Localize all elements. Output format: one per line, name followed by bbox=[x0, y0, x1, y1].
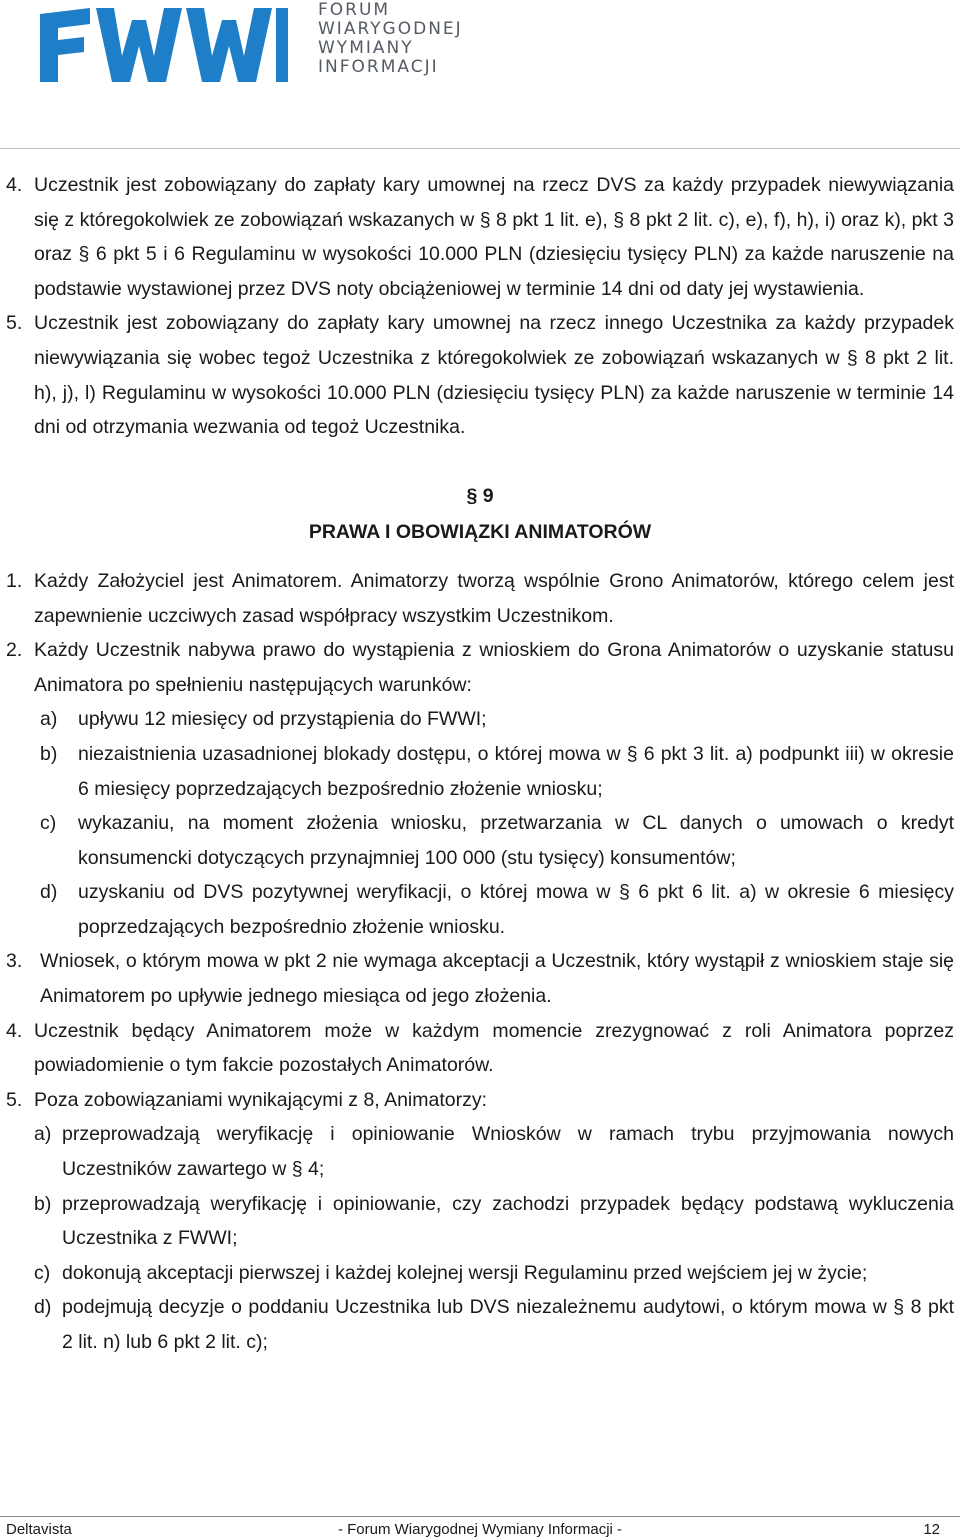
item-text: Uczestnik będący Animatorem może w każdym momencie zrezygnować z roli Animatora poprzez powiadomienie o tym fakcie pozostałych Animatorów. bbox=[34, 1019, 954, 1077]
subitem-2a bbox=[0, 702, 960, 737]
footer-title: - Forum Wiarygodnej Wymiany Informacji - bbox=[337, 1521, 623, 1538]
document-body bbox=[0, 168, 960, 1360]
item-text: Każdy Założyciel jest Animatorem. Animatorzy tworzą wspólnie Grono Animatorów, którego celem jest zapewnienie uczciwych zasad współpracy wszystkim Uczestnikom. bbox=[34, 569, 954, 627]
item-number: 5. bbox=[6, 1088, 23, 1111]
section-number: § 9 bbox=[466, 484, 494, 507]
logo-line: INFORMACJI bbox=[318, 57, 439, 77]
item-text: Poza zobowiązaniami wynikającymi z 8, Animatorzy: bbox=[34, 1088, 488, 1111]
logo-line: FORUM bbox=[318, 0, 391, 20]
paragraph-5 bbox=[0, 306, 960, 444]
subitem-letter: d) bbox=[34, 1296, 52, 1319]
paragraph-4 bbox=[0, 168, 960, 306]
paragraph-text: Uczestnik jest zobowiązany do zapłaty kary umownej na rzecz DVS za każdy przypadek niewywiązania się z któregokolwiek ze zobowiązań wskazanych w § 8 pkt 1 lit. e), § 8 pkt 2 lit. c), e), f), h), i) oraz k), pkt 3 oraz § 6 pkt 5 i 6 Regulaminu w wysokości 10.000 PLN (dziesięciu tysięcy PLN) za każde naruszenie na podstawie wystawionej przez DVS noty obciążeniowej w terminie 14 dni od daty jej wystawienia. bbox=[34, 174, 954, 300]
item-3 bbox=[0, 944, 960, 1013]
subitem-text: uzyskaniu od DVS pozytywnej weryfikacji, o której mowa w § 6 pkt 6 lit. a) w okresie 6 miesięcy poprzedzających bezpośrednio złożenie wniosku. bbox=[78, 881, 954, 938]
footer-company: Deltavista bbox=[6, 1521, 72, 1538]
paragraph-text: Uczestnik jest zobowiązany do zapłaty kary umownej na rzecz innego Uczestnika za każdy przypadek niewywiązania się wobec tegoż Uczestnika z któregokolwiek ze zobowiązań wskazanych w § 8 pkt 2 lit. h), j), l) Regulaminu w wysokości 10.000 PLN (dziesięciu tysięcy PLN) za każde naruszenie w terminie 14 dni od otrzymania wezwania od tegoż Uczestnika. bbox=[34, 312, 954, 439]
subitem-letter: b) bbox=[34, 1192, 52, 1215]
subitem-letter: a) bbox=[34, 1123, 52, 1146]
subitem-letter: c) bbox=[34, 1261, 51, 1284]
subitem-text: upływu 12 miesięcy od przystąpienia do FWWI; bbox=[78, 708, 487, 731]
item-4 bbox=[0, 1014, 960, 1083]
subitem-text: wykazaniu, na moment złożenia wniosku, przetwarzania w CL danych o umowach o kredyt konsumencki dotyczących przynajmniej 100 000 (stu tysięcy) konsumentów; bbox=[78, 812, 954, 869]
item-1 bbox=[0, 564, 960, 633]
subitem-text: niezaistnienia uzasadnionej blokady dostępu, o której mowa w § 6 pkt 3 lit. a) podpunkt iii) w okresie 6 miesięcy poprzedzających bezpośrednio złożenie wniosku; bbox=[78, 742, 954, 800]
header-divider bbox=[0, 148, 960, 149]
item-2 bbox=[0, 633, 960, 702]
subitem-letter: b) bbox=[40, 742, 58, 765]
item-text: Wniosek, o którym mowa w pkt 2 nie wymaga akceptacji a Uczestnik, który wystąpił z wnioskiem staje się Animatorem po upływie jednego miesiąca od jego złożenia. bbox=[40, 950, 954, 1008]
subitem-text: podejmują decyzje o poddaniu Uczestnika lub DVS niezależnemu audytowi, o którym mowa w § 8 pkt 2 lit. n) lub 6 pkt 2 lit. c); bbox=[62, 1296, 954, 1353]
item-number: 3. bbox=[6, 950, 23, 973]
subitem-text: dokonują akceptacji pierwszej i każdej kolejnej wersji Regulaminu przed wejściem jej w życie; bbox=[62, 1261, 868, 1284]
logo-wordmark bbox=[318, 0, 463, 76]
subitem-letter: d) bbox=[40, 881, 58, 904]
item-text: Każdy Uczestnik nabywa prawo do wystąpienia z wnioskiem do Grona Animatorów o uzyskanie statusu Animatora po spełnieniu następujących warunków: bbox=[34, 639, 954, 696]
subitem-5b bbox=[0, 1187, 960, 1256]
footer-divider bbox=[0, 1516, 960, 1517]
subitem-text: przeprowadzają weryfikację i opiniowanie Wniosków w ramach trybu przyjmowania nowych Uczestników zawartego w § 4; bbox=[62, 1123, 954, 1181]
subitem-2b bbox=[0, 737, 960, 806]
fwwi-logo bbox=[30, 0, 463, 90]
section-heading: PRAWA I OBOWIĄZKI ANIMATORÓW bbox=[308, 521, 652, 544]
item-number: 4. bbox=[6, 1019, 23, 1042]
page-number: 12 bbox=[923, 1521, 940, 1538]
subitem-5c bbox=[0, 1256, 960, 1291]
item-number: 1. bbox=[6, 569, 23, 592]
subitem-letter: a) bbox=[40, 708, 58, 731]
paragraph-number: 4. bbox=[6, 174, 23, 196]
subitem-5d bbox=[0, 1290, 960, 1359]
subitem-2d bbox=[0, 875, 960, 944]
paragraph-number: 5. bbox=[6, 312, 23, 335]
page-footer bbox=[0, 1520, 960, 1540]
subitem-text: przeprowadzają weryfikację i opiniowanie, czy zachodzi przypadek będący podstawą wykluczenia Uczestnika z FWWI; bbox=[62, 1192, 954, 1250]
fwwi-logo-mark bbox=[30, 0, 290, 90]
subitem-2c bbox=[0, 806, 960, 875]
item-number: 2. bbox=[6, 639, 23, 662]
item-5 bbox=[0, 1083, 960, 1118]
subitem-letter: c) bbox=[40, 812, 57, 835]
subitem-5a bbox=[0, 1117, 960, 1186]
logo-line: WIARYGODNEJ bbox=[318, 19, 463, 39]
logo-line: WYMIANY bbox=[318, 38, 414, 58]
